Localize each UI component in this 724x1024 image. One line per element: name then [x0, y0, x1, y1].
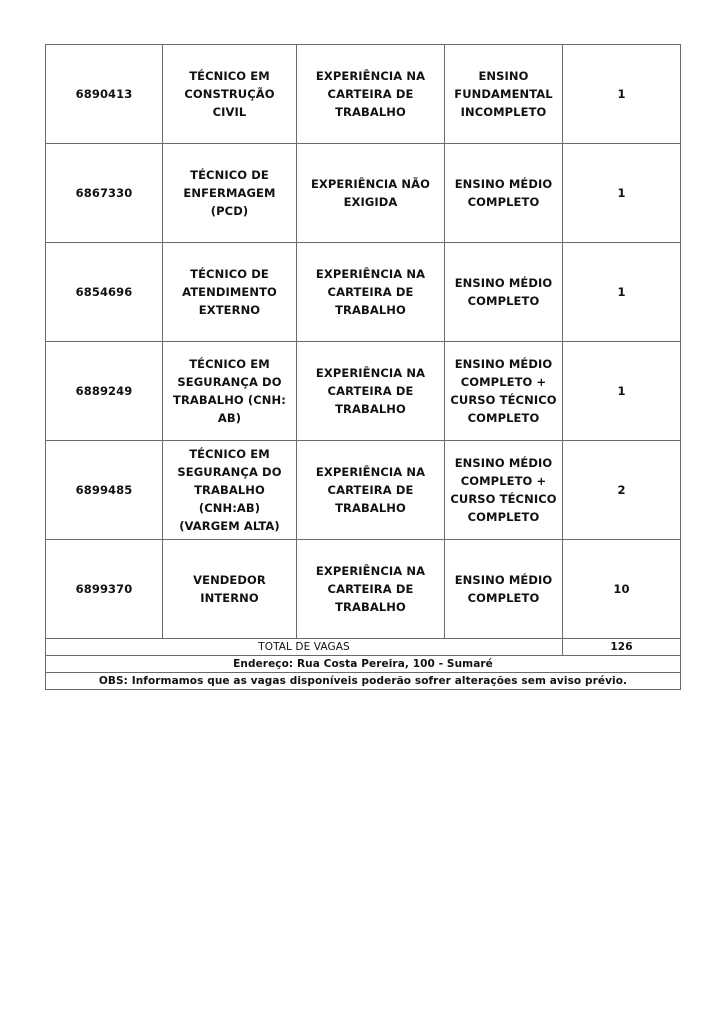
job-education: ENSINO MÉDIO COMPLETO + CURSO TÉCNICO COMPLETO	[445, 342, 563, 441]
total-row	[46, 639, 681, 656]
job-education: ENSINO MÉDIO COMPLETO	[445, 144, 563, 243]
job-code: 6899370	[46, 540, 163, 639]
job-education: ENSINO MÉDIO COMPLETO + CURSO TÉCNICO COMPLETO	[445, 441, 563, 540]
obs-text: OBS: Informamos que as vagas disponíveis poderão sofrer alterações sem aviso prévio.	[46, 673, 681, 690]
job-vacancies: 1	[563, 342, 681, 441]
address-row	[46, 656, 681, 673]
total-value: 126	[563, 639, 681, 656]
table-row	[46, 540, 681, 639]
job-experience: EXPERIÊNCIA NA CARTEIRA DE TRABALHO	[297, 540, 445, 639]
job-experience: EXPERIÊNCIA NÃO EXIGIDA	[297, 144, 445, 243]
job-education: ENSINO MÉDIO COMPLETO	[445, 540, 563, 639]
table-row	[46, 45, 681, 144]
job-vacancies: 2	[563, 441, 681, 540]
table-row	[46, 144, 681, 243]
job-vacancies: 10	[563, 540, 681, 639]
job-vacancies: 1	[563, 144, 681, 243]
job-role: TÉCNICO DE ENFERMAGEM (PCD)	[163, 144, 297, 243]
job-experience: EXPERIÊNCIA NA CARTEIRA DE TRABALHO	[297, 342, 445, 441]
job-vacancies: 1	[563, 243, 681, 342]
job-code: 6889249	[46, 342, 163, 441]
job-role: TÉCNICO EM CONSTRUÇÃO CIVIL	[163, 45, 297, 144]
table-row	[46, 243, 681, 342]
job-role: TÉCNICO EM SEGURANÇA DO TRABALHO (CNH:AB) (VARGEM ALTA)	[163, 441, 297, 540]
job-experience: EXPERIÊNCIA NA CARTEIRA DE TRABALHO	[297, 243, 445, 342]
address-text: Endereço: Rua Costa Pereira, 100 - Sumaré	[46, 656, 681, 673]
job-role: VENDEDOR INTERNO	[163, 540, 297, 639]
job-education: ENSINO MÉDIO COMPLETO	[445, 243, 563, 342]
job-vacancies-table	[45, 44, 681, 690]
job-code: 6854696	[46, 243, 163, 342]
job-role: TÉCNICO EM SEGURANÇA DO TRABALHO (CNH: AB)	[163, 342, 297, 441]
job-experience: EXPERIÊNCIA NA CARTEIRA DE TRABALHO	[297, 45, 445, 144]
table-row	[46, 441, 681, 540]
obs-row	[46, 673, 681, 690]
job-role: TÉCNICO DE ATENDIMENTO EXTERNO	[163, 243, 297, 342]
job-code: 6899485	[46, 441, 163, 540]
job-code: 6867330	[46, 144, 163, 243]
job-code: 6890413	[46, 45, 163, 144]
total-label: TOTAL DE VAGAS	[46, 639, 563, 656]
job-experience: EXPERIÊNCIA NA CARTEIRA DE TRABALHO	[297, 441, 445, 540]
table-row	[46, 342, 681, 441]
job-education: ENSINO FUNDAMENTAL INCOMPLETO	[445, 45, 563, 144]
job-vacancies: 1	[563, 45, 681, 144]
